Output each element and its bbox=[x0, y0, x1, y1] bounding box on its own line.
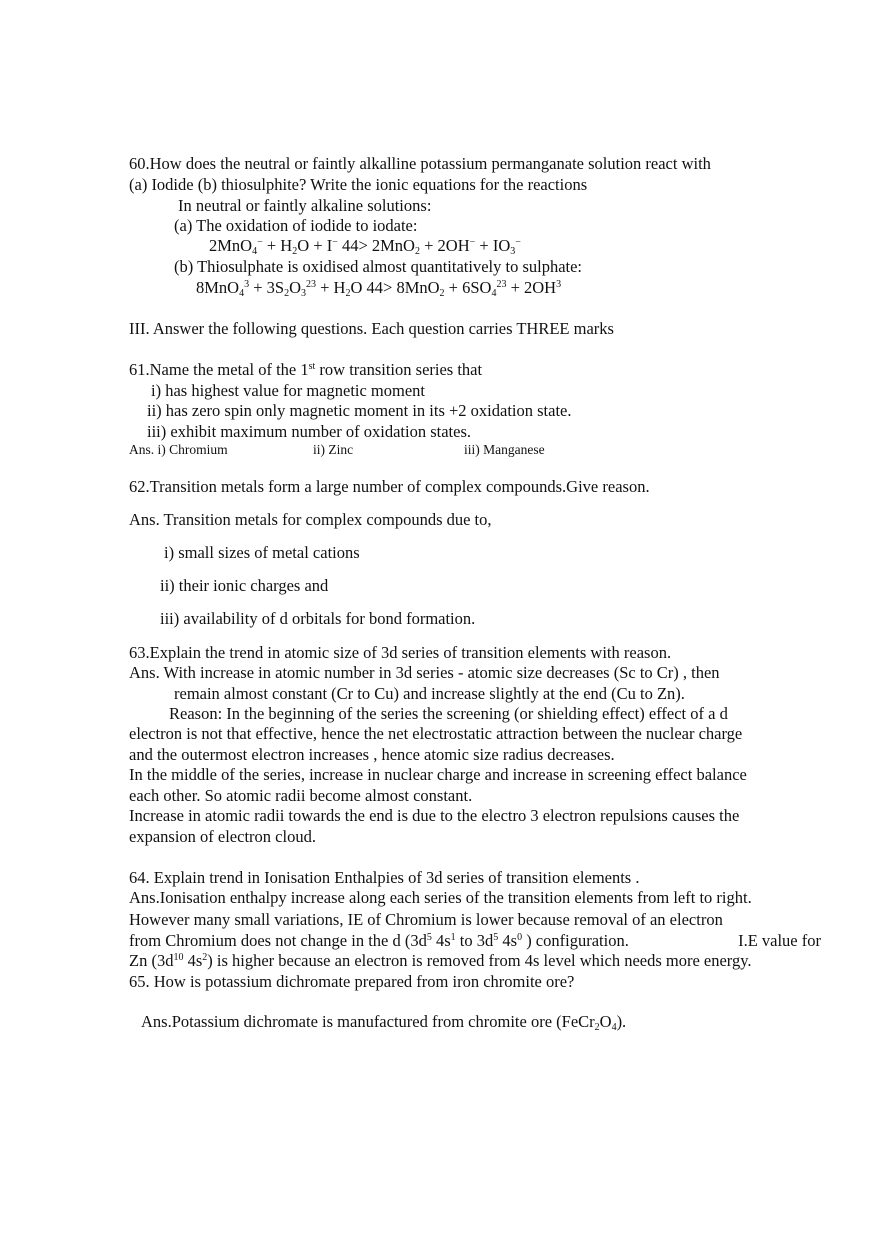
q60-equation-a: $2MnO_4^- + H_2O + I^-$ $44> 2MnO_2 + 2OH^- + IO_3^-$ bbox=[209, 236, 521, 257]
q61-option-ii: ii) has zero spin only magnetic moment in its +2 oxidation state. bbox=[147, 401, 572, 420]
q60-line-4: (a) The oxidation of iodide to iodate: bbox=[174, 216, 418, 235]
q60-line-6: (b) Thiosulphate is oxidised almost quantitatively to sulphate: bbox=[174, 257, 583, 276]
q63-answer-line-7: each other. So atomic radii become almost constant. bbox=[129, 786, 473, 805]
q60-line-1: 60.How does the neutral or faintly alkalline potassium permanganate solution react with bbox=[129, 154, 711, 173]
q63-answer-line-6: In the middle of the series, increase in nuclear charge and increase in screening effect balance bbox=[129, 765, 747, 784]
q63-answer-line-8: Increase in atomic radii towards the end is due to the electro 3 electron repulsions causes the bbox=[129, 806, 740, 825]
q62-reason-iii: iii) availability of d orbitals for bond formation. bbox=[160, 609, 476, 628]
q61-question: 61.Name the metal of the 1st row transition series that bbox=[129, 360, 483, 379]
q63-answer-line-3: Reason: In the beginning of the series the screening (or shielding effect) effect of a d bbox=[169, 704, 728, 723]
q63-answer-line-1: Ans. With increase in atomic number in 3d series - atomic size decreases (Sc to Cr) , then bbox=[129, 663, 720, 682]
q64-answer-line-4: Zn ($3d^{10}$ $4s^2$) is higher because an electron is removed from 4s level which needs more energy. bbox=[129, 951, 752, 970]
q62-reason-ii: ii) their ionic charges and bbox=[160, 576, 329, 595]
q63-question: 63.Explain the trend in atomic size of 3d series of transition elements with reason. bbox=[129, 643, 672, 662]
q61-answer-3: iii) Manganese bbox=[464, 442, 545, 457]
q61-option-i: i) has highest value for magnetic moment bbox=[151, 381, 426, 400]
q60-line-3: In neutral or faintly alkaline solutions: bbox=[178, 196, 432, 215]
q62-reason-i: i) small sizes of metal cations bbox=[164, 543, 360, 562]
q60-line-2: (a) Iodide (b) thiosulphite? Write the ionic equations for the reactions bbox=[129, 175, 588, 194]
q64-line-3-end: I.E value for bbox=[738, 931, 821, 950]
q64-question: 64. Explain trend in Ionisation Enthalpies of 3d series of transition elements . bbox=[129, 868, 640, 887]
section-heading: III. Answer the following questions. Each question carries THREE marks bbox=[129, 319, 614, 338]
q61-answer-2: ii) Zinc bbox=[313, 442, 354, 457]
q64-answer-line-3 bbox=[129, 931, 821, 951]
q64-answer-line-2: However many small variations, IE of Chromium is lower because removal of an electron bbox=[129, 910, 723, 929]
q63-answer-line-4: electron is not that effective, hence the net electrostatic attraction between the nuclear charge bbox=[129, 724, 743, 743]
q65-answer: Ans.Potassium dichromate is manufactured from chromite ore $(FeCr_2O_4)$. bbox=[141, 1012, 627, 1033]
q60-equation-b: $8MnO_4^3 + 3S_2O_3^{23} + H_2O$ $44> 8MnO_2 + 6SO_4^{23} + 2OH^3$ bbox=[196, 278, 562, 299]
q64-answer-line-1: Ans.Ionisation enthalpy increase along each series of the transition elements from left to right. bbox=[129, 888, 752, 907]
q62-question: 62.Transition metals form a large number of complex compounds.Give reason. bbox=[129, 477, 650, 496]
q63-answer-line-5: and the outermost electron increases , hence atomic size radius decreases. bbox=[129, 745, 615, 764]
q63-answer-line-9: expansion of electron cloud. bbox=[129, 827, 316, 846]
q62-answer: Ans. Transition metals for complex compounds due to, bbox=[129, 510, 492, 529]
q65-question: 65. How is potassium dichromate prepared from iron chromite ore? bbox=[129, 972, 575, 991]
q61-answer-1: Ans. i) Chromium bbox=[129, 442, 228, 457]
q63-answer-line-2: remain almost constant (Cr to Cu) and increase slightly at the end (Cu to Zn). bbox=[174, 684, 685, 703]
q61-option-iii: iii) exhibit maximum number of oxidation states. bbox=[147, 422, 471, 441]
q64-line-3-text: from Chromium does not change in the d ($3d^5$ $4s^1$ to $3d^5$ $4s^0$ ) configuration. bbox=[129, 931, 629, 950]
